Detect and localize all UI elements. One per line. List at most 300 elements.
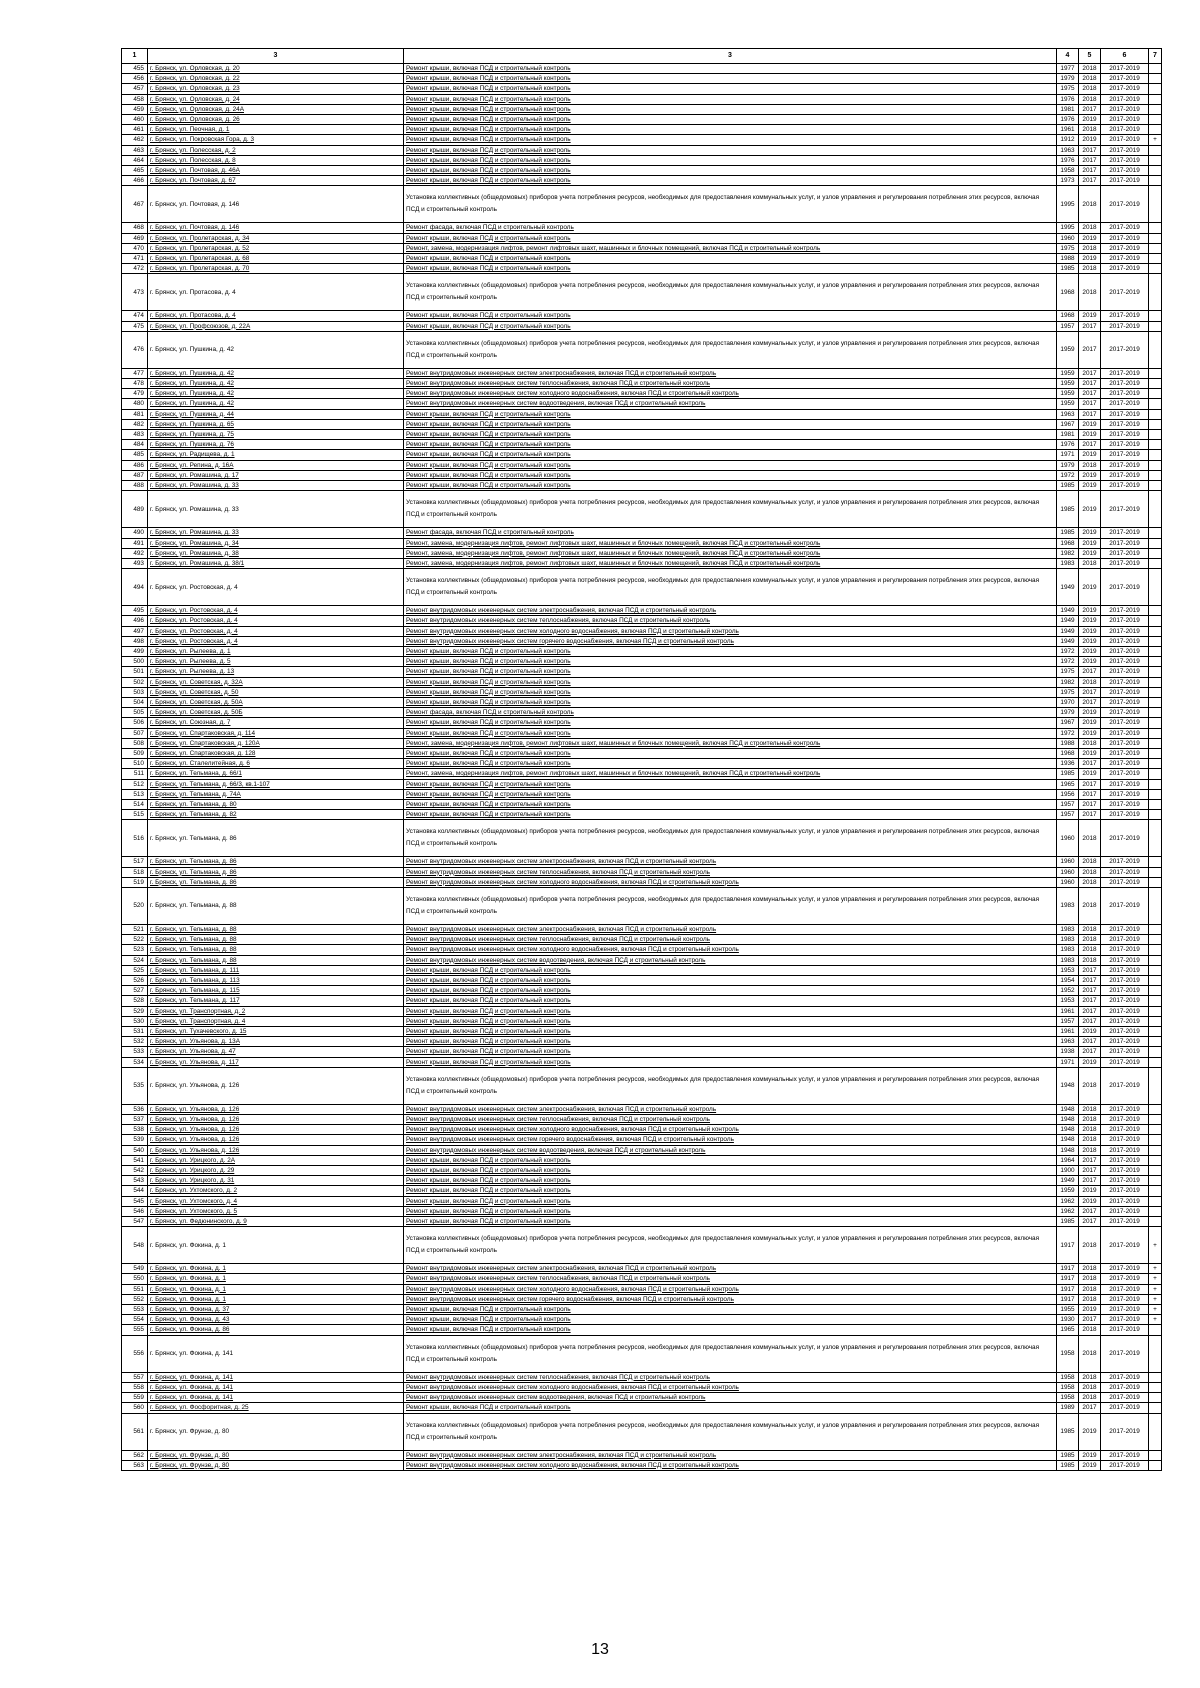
plan-year: 2019 [1079, 135, 1101, 145]
row-number: 494 [122, 569, 148, 606]
work-type: Установка коллективных (общедомовых) приборов учета потребления ресурсов, необходимых для предоставления коммунальных услуг, и узлов управления и регулирования потребления этих ресурсов, включая ПСД и строительный контроль [404, 491, 1057, 528]
flag [1149, 1067, 1162, 1104]
period: 2017-2019 [1101, 728, 1149, 738]
flag [1149, 1047, 1162, 1057]
address: г. Брянск, ул. Рылеева, д. 1 [148, 646, 404, 656]
period: 2017-2019 [1101, 738, 1149, 748]
period: 2017-2019 [1101, 94, 1149, 104]
plan-year: 2017 [1079, 399, 1101, 409]
work-type: Ремонт крыши, включая ПСД и строительный контроль [404, 965, 1057, 975]
plan-year: 2018 [1079, 84, 1101, 94]
work-type: Ремонт крыши, включая ПСД и строительный контроль [404, 677, 1057, 687]
table-row [122, 799, 1162, 809]
work-type: Ремонт крыши, включая ПСД и строительный контроль [404, 311, 1057, 321]
work-type: Ремонт внутридомовых инженерных систем электроснабжения, включая ПСД и строительный контроль [404, 1264, 1057, 1274]
plan-year: 2019 [1079, 769, 1101, 779]
row-number: 469 [122, 233, 148, 243]
plan-year: 2018 [1079, 887, 1101, 924]
table-row [122, 1186, 1162, 1196]
address: г. Брянск, ул. Урицкого, д. 31 [148, 1176, 404, 1186]
flag [1149, 1145, 1162, 1155]
flag [1149, 1186, 1162, 1196]
plan-year: 2019 [1079, 528, 1101, 538]
plan-year: 2019 [1079, 657, 1101, 667]
plan-year: 2019 [1079, 538, 1101, 548]
year-built: 1983 [1057, 924, 1079, 934]
table-row [122, 104, 1162, 114]
address: г. Брянск, ул. Пеочная, д. 1 [148, 125, 404, 135]
period: 2017-2019 [1101, 935, 1149, 945]
work-type: Ремонт, замена, модернизация лифтов, ремонт лифтовых шахт, машинных и блочных помещений, включая ПСД и строительный контроль [404, 548, 1057, 558]
year-built: 1985 [1057, 264, 1079, 274]
plan-year: 2019 [1079, 481, 1101, 491]
work-type: Ремонт крыши, включая ПСД и строительный контроль [404, 409, 1057, 419]
work-type: Ремонт крыши, включая ПСД и строительный контроль [404, 799, 1057, 809]
year-built: 1949 [1057, 569, 1079, 606]
period: 2017-2019 [1101, 243, 1149, 253]
year-built: 1967 [1057, 718, 1079, 728]
flag [1149, 1460, 1162, 1470]
address: г. Брянск, ул. Почтовая, д. 67 [148, 176, 404, 186]
flag [1149, 125, 1162, 135]
period: 2017-2019 [1101, 1294, 1149, 1304]
plan-year: 2018 [1079, 1335, 1101, 1372]
year-built: 1954 [1057, 976, 1079, 986]
plan-year: 2019 [1079, 470, 1101, 480]
table-row [122, 810, 1162, 820]
row-number: 558 [122, 1382, 148, 1392]
table-row [122, 115, 1162, 125]
col-address-header: 3 [148, 49, 404, 64]
row-number: 480 [122, 399, 148, 409]
flag [1149, 176, 1162, 186]
plan-year: 2017 [1079, 789, 1101, 799]
year-built: 1983 [1057, 945, 1079, 955]
plan-year: 2019 [1079, 636, 1101, 646]
work-type: Ремонт крыши, включая ПСД и строительный контроль [404, 430, 1057, 440]
address: г. Брянск, ул. Протасова, д. 4 [148, 274, 404, 311]
plan-year: 2017 [1079, 1206, 1101, 1216]
row-number: 561 [122, 1413, 148, 1450]
flag [1149, 687, 1162, 697]
address: г. Брянск, ул. Спартаковская, д. 120А [148, 738, 404, 748]
plan-year: 2018 [1079, 1284, 1101, 1294]
plan-year: 2018 [1079, 1382, 1101, 1392]
period: 2017-2019 [1101, 1217, 1149, 1227]
plan-year: 2018 [1079, 74, 1101, 84]
flag [1149, 1450, 1162, 1460]
address: г. Брянск, ул. Урицкого, д. 29 [148, 1166, 404, 1176]
work-type: Ремонт внутридомовых инженерных систем электроснабжения, включая ПСД и строительный контроль [404, 1104, 1057, 1114]
period: 2017-2019 [1101, 1372, 1149, 1382]
table-row [122, 368, 1162, 378]
year-built: 1979 [1057, 460, 1079, 470]
work-type: Ремонт, замена, модернизация лифтов, ремонт лифтовых шахт, машинных и блочных помещений, включая ПСД и строительный контроль [404, 243, 1057, 253]
row-number: 458 [122, 94, 148, 104]
period: 2017-2019 [1101, 409, 1149, 419]
row-number: 502 [122, 677, 148, 687]
address: г. Брянск, ул. Фокина, д. 86 [148, 1325, 404, 1335]
work-type: Ремонт крыши, включая ПСД и строительный контроль [404, 1217, 1057, 1227]
row-number: 470 [122, 243, 148, 253]
year-built: 1958 [1057, 1372, 1079, 1382]
plan-year: 2019 [1079, 718, 1101, 728]
work-type: Ремонт крыши, включая ПСД и строительный контроль [404, 1186, 1057, 1196]
row-number: 477 [122, 368, 148, 378]
work-type: Ремонт крыши, включая ПСД и строительный контроль [404, 233, 1057, 243]
address: г. Брянск, ул. Ульянова, д. 13А [148, 1037, 404, 1047]
period: 2017-2019 [1101, 470, 1149, 480]
year-built: 1949 [1057, 626, 1079, 636]
year-built: 1953 [1057, 996, 1079, 1006]
flag [1149, 1325, 1162, 1335]
table-row [122, 789, 1162, 799]
plan-year: 2017 [1079, 409, 1101, 419]
year-built: 1977 [1057, 64, 1079, 74]
year-built: 1957 [1057, 1016, 1079, 1026]
period: 2017-2019 [1101, 857, 1149, 867]
row-number: 542 [122, 1166, 148, 1176]
period: 2017-2019 [1101, 389, 1149, 399]
row-number: 538 [122, 1125, 148, 1135]
period: 2017-2019 [1101, 125, 1149, 135]
year-built: 1963 [1057, 1037, 1079, 1047]
flag [1149, 419, 1162, 429]
address: г. Брянск, ул. Орловская, д. 20 [148, 64, 404, 74]
year-built: 1972 [1057, 728, 1079, 738]
flag [1149, 389, 1162, 399]
flag [1149, 1155, 1162, 1165]
address: г. Брянск, ул. Фокина, д. 1 [148, 1284, 404, 1294]
address: г. Брянск, ул. Тельмана, д. 88 [148, 955, 404, 965]
table-row [122, 176, 1162, 186]
year-built: 1962 [1057, 1196, 1079, 1206]
table-row [122, 1227, 1162, 1264]
address: г. Брянск, ул. Урицкого, д. 2А [148, 1155, 404, 1165]
flag [1149, 470, 1162, 480]
row-number: 511 [122, 769, 148, 779]
period: 2017-2019 [1101, 1284, 1149, 1294]
period: 2017-2019 [1101, 1047, 1149, 1057]
row-number: 455 [122, 64, 148, 74]
plan-year: 2018 [1079, 1393, 1101, 1403]
address: г. Брянск, ул. Ульянова, д. 126 [148, 1135, 404, 1145]
work-type: Ремонт крыши, включая ПСД и строительный контроль [404, 155, 1057, 165]
table-row [122, 1027, 1162, 1037]
work-type: Ремонт крыши, включая ПСД и строительный контроль [404, 657, 1057, 667]
work-type: Ремонт крыши, включая ПСД и строительный контроль [404, 1196, 1057, 1206]
work-type: Ремонт внутридомовых инженерных систем холодного водоснабжения, включая ПСД и строительный контроль [404, 1382, 1057, 1392]
work-type: Ремонт внутридомовых инженерных систем холодного водоснабжения, включая ПСД и строительный контроль [404, 1125, 1057, 1135]
table-row [122, 94, 1162, 104]
work-type: Установка коллективных (общедомовых) приборов учета потребления ресурсов, необходимых для предоставления коммунальных услуг, и узлов управления и регулирования потребления этих ресурсов, включая ПСД и строительный контроль [404, 820, 1057, 857]
year-built: 1982 [1057, 548, 1079, 558]
year-built: 1948 [1057, 1135, 1079, 1145]
year-built: 1985 [1057, 481, 1079, 491]
period: 2017-2019 [1101, 331, 1149, 368]
period: 2017-2019 [1101, 548, 1149, 558]
work-type: Ремонт крыши, включая ПСД и строительный контроль [404, 135, 1057, 145]
period: 2017-2019 [1101, 176, 1149, 186]
row-number: 493 [122, 558, 148, 568]
year-built: 1917 [1057, 1274, 1079, 1284]
period: 2017-2019 [1101, 945, 1149, 955]
row-number: 527 [122, 986, 148, 996]
flag [1149, 321, 1162, 331]
address: г. Брянск, ул. Фосфоритная, д. 25 [148, 1403, 404, 1413]
table-row [122, 430, 1162, 440]
period: 2017-2019 [1101, 1016, 1149, 1026]
plan-year: 2017 [1079, 667, 1101, 677]
table-row [122, 697, 1162, 707]
plan-year: 2017 [1079, 810, 1101, 820]
address: г. Брянск, ул. Пушкина, д. 42 [148, 379, 404, 389]
year-built: 1956 [1057, 789, 1079, 799]
row-number: 548 [122, 1227, 148, 1264]
year-built: 1995 [1057, 186, 1079, 223]
address: г. Брянск, ул. Ульянова, д. 126 [148, 1104, 404, 1114]
row-number: 457 [122, 84, 148, 94]
plan-year: 2017 [1079, 1217, 1101, 1227]
address: г. Брянск, ул. Фокина, д. 141 [148, 1382, 404, 1392]
flag: + [1149, 1315, 1162, 1325]
period: 2017-2019 [1101, 84, 1149, 94]
address: г. Брянск, ул. Профсоюзов, д. 22А [148, 321, 404, 331]
table-row [122, 687, 1162, 697]
address: г. Брянск, ул. Ромашина, д. 33 [148, 491, 404, 528]
row-number: 554 [122, 1315, 148, 1325]
address: г. Брянск, ул. Пушкина, д. 75 [148, 430, 404, 440]
plan-year: 2017 [1079, 687, 1101, 697]
col-plan-year-header: 5 [1079, 49, 1101, 64]
work-type: Ремонт внутридомовых инженерных систем водоотведения, включая ПСД и строительный контроль [404, 399, 1057, 409]
plan-year: 2018 [1079, 64, 1101, 74]
flag [1149, 996, 1162, 1006]
table-row [122, 419, 1162, 429]
period: 2017-2019 [1101, 1305, 1149, 1315]
period: 2017-2019 [1101, 1403, 1149, 1413]
address: г. Брянск, ул. Советская, д. 50Б [148, 708, 404, 718]
work-type: Ремонт крыши, включая ПСД и строительный контроль [404, 976, 1057, 986]
row-number: 539 [122, 1135, 148, 1145]
year-built: 1912 [1057, 135, 1079, 145]
year-built: 1970 [1057, 697, 1079, 707]
address: г. Брянск, ул. Почтовая, д. 46А [148, 166, 404, 176]
plan-year: 2018 [1079, 1274, 1101, 1284]
year-built: 1957 [1057, 810, 1079, 820]
period: 2017-2019 [1101, 528, 1149, 538]
plan-year: 2018 [1079, 738, 1101, 748]
table-row [122, 1294, 1162, 1304]
year-built: 1958 [1057, 166, 1079, 176]
plan-year: 2017 [1079, 321, 1101, 331]
table-row [122, 1372, 1162, 1382]
row-number: 522 [122, 935, 148, 945]
period: 2017-2019 [1101, 1413, 1149, 1450]
year-built: 1959 [1057, 1186, 1079, 1196]
work-type: Ремонт крыши, включая ПСД и строительный контроль [404, 646, 1057, 656]
flag [1149, 450, 1162, 460]
address: г. Брянск, ул. Полесская, д. 2 [148, 145, 404, 155]
table-row [122, 1155, 1162, 1165]
row-number: 462 [122, 135, 148, 145]
year-built: 1975 [1057, 243, 1079, 253]
address: г. Брянск, ул. Советская, д. 32А [148, 677, 404, 687]
table-row [122, 1196, 1162, 1206]
period: 2017-2019 [1101, 368, 1149, 378]
period: 2017-2019 [1101, 274, 1149, 311]
year-built: 1972 [1057, 646, 1079, 656]
table-row [122, 1135, 1162, 1145]
work-type: Ремонт крыши, включая ПСД и строительный контроль [404, 176, 1057, 186]
flag [1149, 616, 1162, 626]
period: 2017-2019 [1101, 1145, 1149, 1155]
year-built: 1985 [1057, 1217, 1079, 1227]
address: г. Брянск, ул. Тельмана, д. 88 [148, 887, 404, 924]
plan-year: 2017 [1079, 1006, 1101, 1016]
row-number: 506 [122, 718, 148, 728]
year-built: 1979 [1057, 74, 1079, 84]
row-number: 504 [122, 697, 148, 707]
address: г. Брянск, ул. Пушкина, д. 42 [148, 399, 404, 409]
period: 2017-2019 [1101, 440, 1149, 450]
year-built: 1975 [1057, 667, 1079, 677]
address: г. Брянск, ул. Тельмана, д. 113 [148, 976, 404, 986]
work-type: Ремонт внутридомовых инженерных систем водоотведения, включая ПСД и строительный контроль [404, 1393, 1057, 1403]
work-type: Установка коллективных (общедомовых) приборов учета потребления ресурсов, необходимых для предоставления коммунальных услуг, и узлов управления и регулирования потребления этих ресурсов, включая ПСД и строительный контроль [404, 274, 1057, 311]
flag: + [1149, 1294, 1162, 1304]
flag [1149, 810, 1162, 820]
period: 2017-2019 [1101, 1125, 1149, 1135]
table-row [122, 646, 1162, 656]
flag [1149, 1403, 1162, 1413]
row-number: 492 [122, 548, 148, 558]
flag [1149, 738, 1162, 748]
address: г. Брянск, ул. Тельмана, д. 88 [148, 924, 404, 934]
period: 2017-2019 [1101, 626, 1149, 636]
flag [1149, 935, 1162, 945]
work-type: Ремонт крыши, включая ПСД и строительный контроль [404, 145, 1057, 155]
table-row [122, 1166, 1162, 1176]
period: 2017-2019 [1101, 1006, 1149, 1016]
row-number: 532 [122, 1037, 148, 1047]
work-type: Ремонт крыши, включая ПСД и строительный контроль [404, 1057, 1057, 1067]
address: г. Брянск, ул. Ульянова, д. 117 [148, 1057, 404, 1067]
address: г. Брянск, ул. Тельмана, д. 86 [148, 867, 404, 877]
period: 2017-2019 [1101, 1186, 1149, 1196]
table-row [122, 986, 1162, 996]
header-row [122, 49, 1162, 64]
year-built: 1961 [1057, 125, 1079, 135]
year-built: 1948 [1057, 1145, 1079, 1155]
plan-year: 2018 [1079, 1125, 1101, 1135]
work-type: Ремонт фасада, включая ПСД и строительный контроль [404, 223, 1057, 233]
plan-year: 2017 [1079, 965, 1101, 975]
table-row [122, 1104, 1162, 1114]
table-row [122, 976, 1162, 986]
work-type: Установка коллективных (общедомовых) приборов учета потребления ресурсов, необходимых для предоставления коммунальных услуг, и узлов управления и регулирования потребления этих ресурсов, включая ПСД и строительный контроль [404, 1227, 1057, 1264]
period: 2017-2019 [1101, 976, 1149, 986]
plan-year: 2017 [1079, 1047, 1101, 1057]
year-built: 1985 [1057, 1460, 1079, 1470]
plan-year: 2017 [1079, 1016, 1101, 1026]
flag [1149, 311, 1162, 321]
flag [1149, 399, 1162, 409]
row-number: 523 [122, 945, 148, 955]
address: г. Брянск, ул. Фокина, д. 1 [148, 1294, 404, 1304]
year-built: 1961 [1057, 1006, 1079, 1016]
table-row [122, 1067, 1162, 1104]
flag [1149, 1006, 1162, 1016]
plan-year: 2019 [1079, 728, 1101, 738]
plan-year: 2018 [1079, 1135, 1101, 1145]
period: 2017-2019 [1101, 233, 1149, 243]
row-number: 468 [122, 223, 148, 233]
flag [1149, 115, 1162, 125]
work-type: Ремонт крыши, включая ПСД и строительный контроль [404, 1006, 1057, 1016]
work-type: Ремонт крыши, включая ПСД и строительный контроль [404, 718, 1057, 728]
work-type: Установка коллективных (общедомовых) приборов учета потребления ресурсов, необходимых для предоставления коммунальных услуг, и узлов управления и регулирования потребления этих ресурсов, включая ПСД и строительный контроль [404, 887, 1057, 924]
flag [1149, 965, 1162, 975]
flag: + [1149, 1284, 1162, 1294]
work-type: Ремонт крыши, включая ПСД и строительный контроль [404, 450, 1057, 460]
period: 2017-2019 [1101, 1155, 1149, 1165]
row-number: 467 [122, 186, 148, 223]
address: г. Брянск, ул. Фрунзе, д. 80 [148, 1413, 404, 1450]
address: г. Брянск, ул. Ульянова, д. 126 [148, 1125, 404, 1135]
row-number: 465 [122, 166, 148, 176]
plan-year: 2017 [1079, 1176, 1101, 1186]
table-row [122, 1047, 1162, 1057]
flag [1149, 626, 1162, 636]
period: 2017-2019 [1101, 538, 1149, 548]
table-row [122, 606, 1162, 616]
table-row [122, 1016, 1162, 1026]
flag [1149, 759, 1162, 769]
address: г. Брянск, ул. Пролетарская, д. 52 [148, 243, 404, 253]
work-type: Ремонт крыши, включая ПСД и строительный контроль [404, 667, 1057, 677]
flag [1149, 789, 1162, 799]
work-type: Ремонт внутридомовых инженерных систем электроснабжения, включая ПСД и строительный контроль [404, 368, 1057, 378]
year-built: 1983 [1057, 955, 1079, 965]
flag [1149, 1057, 1162, 1067]
table-row [122, 440, 1162, 450]
address: г. Брянск, ул. Пушкина, д. 44 [148, 409, 404, 419]
plan-year: 2018 [1079, 857, 1101, 867]
flag [1149, 1413, 1162, 1450]
address: г. Брянск, ул. Тельмана, д. 80 [148, 799, 404, 809]
year-built: 1953 [1057, 965, 1079, 975]
flag [1149, 74, 1162, 84]
table-row [122, 945, 1162, 955]
period: 2017-2019 [1101, 460, 1149, 470]
plan-year: 2017 [1079, 976, 1101, 986]
row-number: 555 [122, 1325, 148, 1335]
period: 2017-2019 [1101, 1067, 1149, 1104]
table-row [122, 84, 1162, 94]
flag [1149, 697, 1162, 707]
year-built: 1938 [1057, 1047, 1079, 1057]
plan-year: 2018 [1079, 460, 1101, 470]
period: 2017-2019 [1101, 646, 1149, 656]
address: г. Брянск, ул. Пушкина, д. 42 [148, 368, 404, 378]
work-type: Ремонт внутридомовых инженерных систем теплоснабжения, включая ПСД и строительный контроль [404, 935, 1057, 945]
work-type: Ремонт, замена, модернизация лифтов, ремонт лифтовых шахт, машинных и блочных помещений, включая ПСД и строительный контроль [404, 769, 1057, 779]
year-built: 1968 [1057, 311, 1079, 321]
address: г. Брянск, ул. Орловская, д. 26 [148, 115, 404, 125]
year-built: 1959 [1057, 368, 1079, 378]
address: г. Брянск, ул. Ромашина, д. 17 [148, 470, 404, 480]
